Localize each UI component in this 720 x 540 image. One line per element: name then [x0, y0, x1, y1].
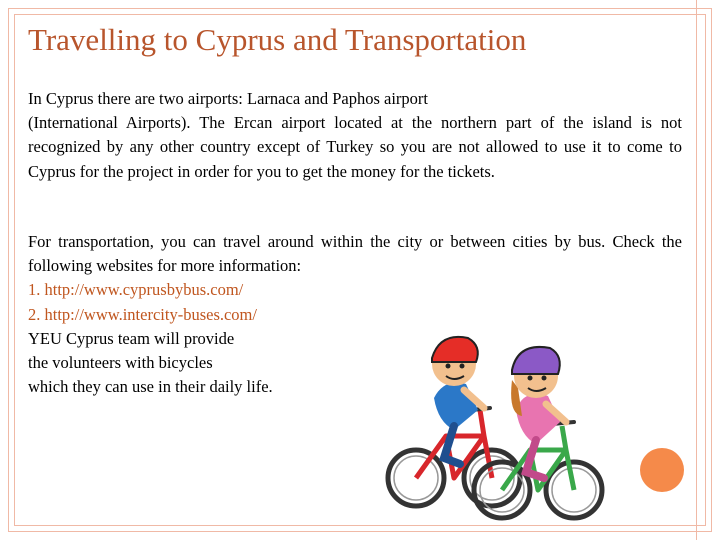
slide-title: Travelling to Cyprus and Transportation	[28, 22, 527, 57]
transportation-intro: For transportation, you can travel around within the city or between cities by bus. Check the following websites for more information:	[28, 232, 682, 276]
intercity-buses-link[interactable]: 2. http://www.intercity-buses.com/	[28, 304, 257, 324]
bicycles-line-2: the volunteers with bicycles	[28, 353, 213, 373]
airports-text: (International Airports). The Ercan airport located at the northern part of the island is not recognized by any other country except of Turkey so you are not allowed to use it to come to Cyprus for the project in order for you to get the money for the tickets.	[28, 113, 682, 181]
bicycles-line-1: YEU Cyprus team will provide	[28, 328, 235, 348]
decorative-orange-circle	[640, 448, 684, 492]
airports-line-1: In Cyprus there are two airports: Larnaca and Paphos airport	[28, 89, 428, 108]
bicycles-line-3: which they can use in their daily life.	[28, 377, 273, 397]
children-on-bicycles-illustration	[384, 318, 606, 532]
cyprusbybus-link[interactable]: 1. http://www.cyprusbybus.com/	[28, 280, 244, 300]
airports-paragraph	[28, 87, 682, 184]
